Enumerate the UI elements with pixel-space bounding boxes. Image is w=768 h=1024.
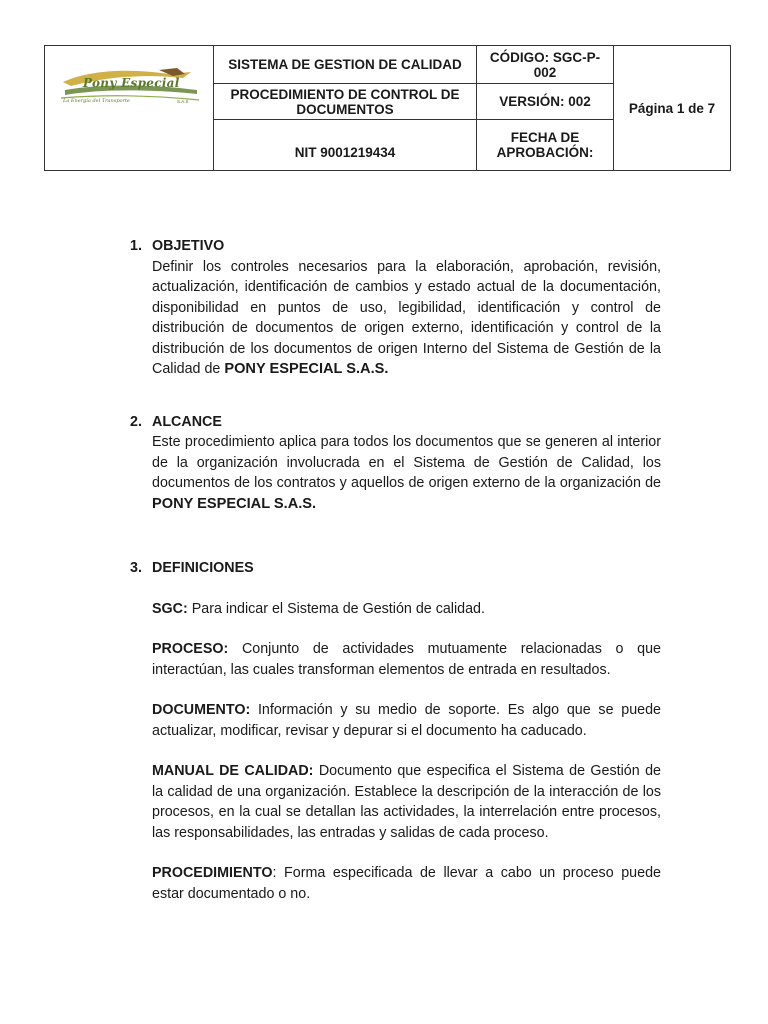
- page-number: Página 1 de 7: [614, 46, 731, 171]
- definition-item: [152, 700, 661, 741]
- objetivo-text: Definir los controles necesarios para la elaboración, aprobación, revisión, actualización, identificación de cambios y estado actual de la documentación, disponibilidad en puntos de uso, legibilidad, identificación y control de distribución de documentos de origen externo, identificación y control de la distribución de los documentos de origen Interno del Sistema de Gestión de la Calidad de: [152, 258, 661, 377]
- definition-item: [152, 761, 661, 843]
- definition-text: Información y su medio de soporte. Es algo que se puede actualizar, modificar, revisar y depurar si el documento ha caducado.: [152, 702, 661, 739]
- document-code: CÓDIGO: SGC-P-002: [477, 46, 614, 84]
- approval-date: FECHA DE APROBACIÓN:: [477, 120, 614, 171]
- definition-term: DOCUMENTO:: [152, 702, 251, 718]
- logo-cell: [45, 46, 214, 171]
- definition-text: Para indicar el Sistema de Gestión de calidad.: [187, 600, 485, 617]
- definition-term: PROCESO:: [152, 641, 229, 657]
- company-name: PONY ESPECIAL S.A.S.: [224, 361, 389, 377]
- definition-text: Documento que especifica el Sistema de Gestión de la calidad de una organización. Establece la descripción de la interacción de los procesos, en la cual se detallan las actividades, la interrelación entre procesos, las responsabilidades, las entradas y salidas de cada proceso.: [152, 763, 662, 841]
- section-text: [152, 257, 661, 380]
- definition-term: MANUAL DE CALIDAD:: [152, 763, 314, 779]
- nit-number: NIT 9001219434: [214, 120, 477, 171]
- company-name: PONY ESPECIAL S.A.S.: [152, 495, 317, 512]
- definition-item: [152, 639, 661, 680]
- procedure-title: PROCEDIMIENTO DE CONTROL DE DOCUMENTOS: [214, 84, 477, 120]
- definition-term: PROCEDIMIENTO: [152, 865, 273, 881]
- section-title: ALCANCE: [152, 413, 222, 430]
- definition-term: SGC:: [152, 600, 188, 617]
- alcance-text: Este procedimiento aplica para todos los documentos que se generen al interior de la organización involucrada en el Sistema de Gestión de Calidad, los documentos de los contratos y aquellos de origen externo de la organización de: [152, 434, 661, 491]
- section-definiciones: [130, 558, 661, 904]
- section-number: 1.: [130, 238, 142, 254]
- section-alcance: [130, 412, 661, 515]
- section-title: DEFINICIONES: [152, 560, 254, 576]
- section-objetivo: [130, 236, 661, 380]
- system-title: SISTEMA DE GESTION DE CALIDAD: [214, 46, 477, 84]
- logo-tagline: La Energía del Transporte: [63, 98, 130, 104]
- definition-item: [152, 599, 661, 620]
- logo-suffix: S.A.S: [177, 99, 189, 104]
- definition-item: [152, 863, 661, 904]
- definition-text: : Forma especificada de llevar a cabo un proceso puede estar documentado o no.: [152, 865, 661, 902]
- section-title: OBJETIVO: [152, 238, 225, 254]
- document-body: [130, 236, 661, 904]
- section-text: [152, 432, 661, 514]
- definition-text: Conjunto de actividades mutuamente relacionadas o que interactúan, las cuales transforman elementos de entrada en resultados.: [152, 641, 661, 678]
- logo-name: Pony Especial: [83, 76, 180, 90]
- document-header-table: [44, 45, 731, 171]
- document-version: VERSIÓN: 002: [477, 84, 614, 120]
- section-number: 2.: [130, 413, 142, 430]
- section-number: 3.: [130, 560, 142, 576]
